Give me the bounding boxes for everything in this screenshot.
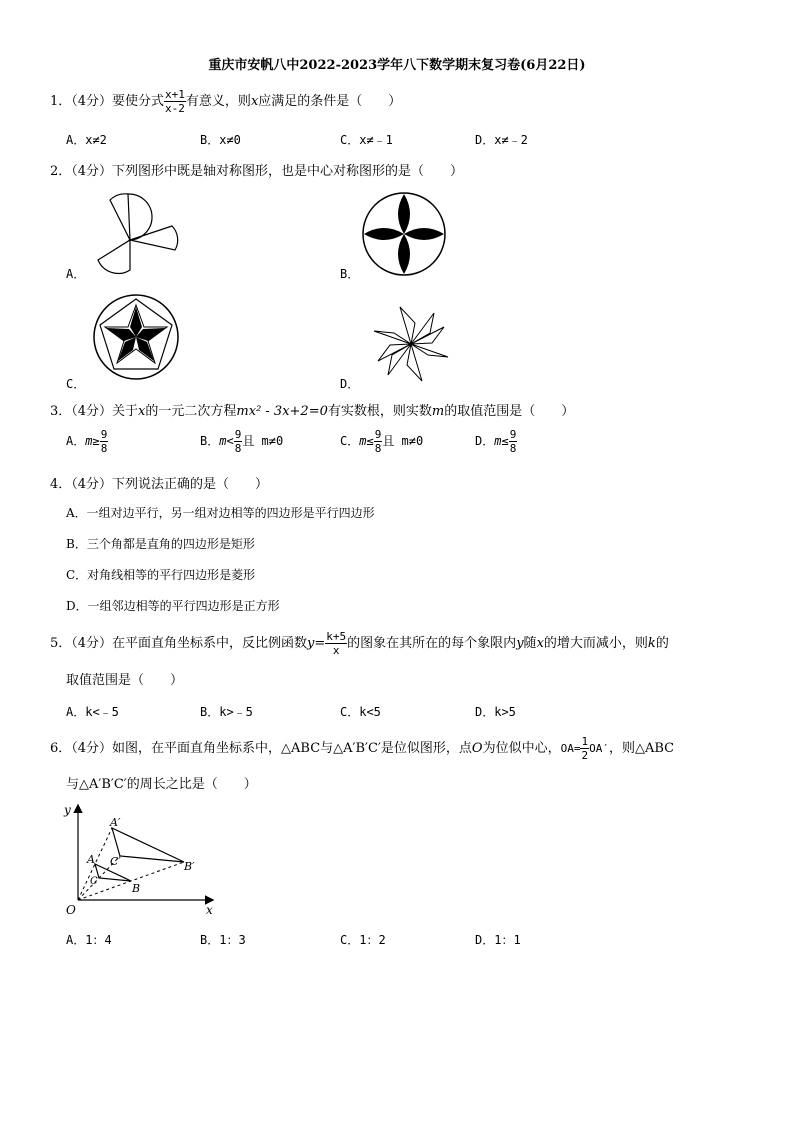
q1-suffix-a: 有意义，则 [185,94,251,109]
figure-pinwheel-three [90,190,185,275]
q6-option-b[interactable]: B．1：3 [200,933,246,947]
q1-suffix-b: 应满足的条件是（ ） [258,94,402,109]
q5-suffix4: 的 [655,636,669,651]
q6-fraction [580,735,589,762]
q3-option-b[interactable] [200,428,283,455]
q1-prefix: 1．（4分）要使分式 [50,94,165,109]
q2-option-b[interactable]: B． [340,267,360,281]
q6-option-a[interactable]: A．1：4 [66,933,112,947]
q3-opt-c-post: 且 m≠0 [382,434,424,448]
q3-opt-b-post: 且 m≠0 [242,434,284,448]
q3-opt-c-pre: m≤ [359,434,374,448]
q3-opt-b-den: 8 [234,442,242,455]
q3-equation: mx² - 3x+2=0 [236,404,328,419]
question-5 [50,630,669,657]
q1-option-b[interactable]: B．x≠0 [200,133,241,147]
q5-option-d[interactable]: D．k>5 [475,705,516,719]
q3-opt-a-frac [100,428,109,455]
q3-opt-d-num: 9 [509,428,517,441]
q2-option-d[interactable]: D． [340,377,360,391]
q6-prefix: 6．（4分）如图，在平面直角坐标系中，△ABC与△A′B′C′是位似图形，点 [50,741,472,756]
q1-option-d[interactable]: D．x≠﹣2 [475,133,528,147]
fig-label-c: C [90,876,98,887]
q3-prefix: 3．（4分）关于 [50,404,139,419]
q3-opt-a-pre: m≥ [85,434,100,448]
q5-line-2: 取值范围是（ ） [66,673,184,688]
question-3 [50,400,574,419]
figure-circle-four-petals [360,190,448,278]
q3-opt-d-label: D． [475,434,495,448]
q3-opt-d-pre: m≤ [494,434,509,448]
q6-eq-left: OA= [560,742,581,755]
figure-circle-pentagram [92,293,180,381]
fig-label-a: A [87,853,95,866]
q5-option-b[interactable]: B．k>﹣5 [200,705,253,719]
q6-option-c[interactable]: C．1：2 [340,933,386,947]
question-4: 4．（4分）下列说法正确的是（ ） [50,477,269,492]
fig-label-o: O [66,903,76,917]
fig-label-c-prime: C′ [110,855,121,868]
q1-option-c[interactable]: C．x≠﹣1 [340,133,393,147]
fig-label-b-prime: B′ [184,860,195,873]
q2-option-a[interactable]: A． [66,267,86,281]
fig-label-a-prime: A′ [110,816,121,829]
q6-mid: 为位似中心， [482,741,561,756]
q5-suffix2: 随 [523,636,537,651]
q6-line-2: 与△A′B′C′的周长之比是（ ） [66,777,257,792]
q6-denominator: 2 [581,749,589,762]
q5-y2: y [516,636,524,651]
q1-denominator: x-2 [165,102,185,115]
q3-opt-c-num: 9 [374,428,382,441]
page-title: 重庆市安帆八中2022-2023学年八下数学期末复习卷(6月22日) [208,58,586,73]
q5-option-a[interactable]: A．k<﹣5 [66,705,119,719]
q4-option-a[interactable]: A．一组对边平行，另一组对边相等的四边形是平行四边形 [66,506,375,520]
question-1 [50,88,401,115]
q4-option-b[interactable]: B．三个角都是直角的四边形是矩形 [66,537,255,551]
q5-suffix: 的图象在其所在的每个象限内 [347,636,517,651]
q3-suffix2: 的取值范围是（ ） [444,404,575,419]
q3-opt-b-pre: m< [219,434,234,448]
q3-option-c[interactable] [340,428,423,455]
question-6 [50,735,674,762]
q5-denominator: x [332,644,340,657]
q5-k: k [647,636,656,651]
q5-numerator: k+5 [326,630,347,643]
q4-option-c[interactable]: C．对角线相等的平行四边形是菱形 [66,568,256,582]
q3-var-x: x [138,404,146,419]
q3-opt-a-den: 8 [100,442,108,455]
q5-x: x [536,636,544,651]
q6-o: O [471,741,483,756]
figure-similar-triangles [60,800,220,920]
q5-option-c[interactable]: C．k<5 [340,705,381,719]
q3-suffix: 有实数根，则实数 [327,404,432,419]
q3-mid: 的一元二次方程 [145,404,237,419]
fig-label-y: y [64,803,71,817]
q6-option-d[interactable]: D．1：1 [475,933,521,947]
fig-label-b: B [132,882,141,895]
q3-var-m: m [431,404,445,419]
q3-opt-b-num: 9 [234,428,242,441]
q3-option-a[interactable] [66,428,108,455]
q3-opt-b-label: B． [200,434,220,448]
q3-opt-d-den: 8 [509,442,517,455]
figure-eight-blade-star [372,305,450,383]
q1-option-a[interactable]: A．x≠2 [66,133,107,147]
q3-option-d[interactable] [475,428,517,455]
q4-option-d[interactable]: D．一组邻边相等的平行四边形是正方形 [66,599,280,613]
q5-y: y= [307,636,326,651]
q3-opt-a-label: A． [66,434,86,448]
q6-suffix: ，则△ABC [608,741,675,756]
q3-opt-c-label: C． [340,434,360,448]
fig-label-x: x [206,903,213,917]
q5-fraction [325,630,347,657]
q1-fraction [164,88,186,115]
q2-option-c[interactable]: C． [66,377,86,391]
q6-numerator: 1 [581,735,589,748]
q6-eq-right: OA′ [589,742,609,755]
q3-opt-a-num: 9 [100,428,108,441]
q1-numerator: x+1 [165,88,185,101]
q3-opt-c-den: 8 [374,442,382,455]
q3-opt-d-frac [509,428,518,455]
q5-suffix3: 的增大而减小，则 [543,636,648,651]
q5-prefix: 5．（4分）在平面直角坐标系中，反比例函数 [50,636,308,651]
question-2: 2．（4分）下列图形中既是轴对称图形，也是中心对称图形的是（ ） [50,164,464,179]
q1-var: x [250,94,259,109]
